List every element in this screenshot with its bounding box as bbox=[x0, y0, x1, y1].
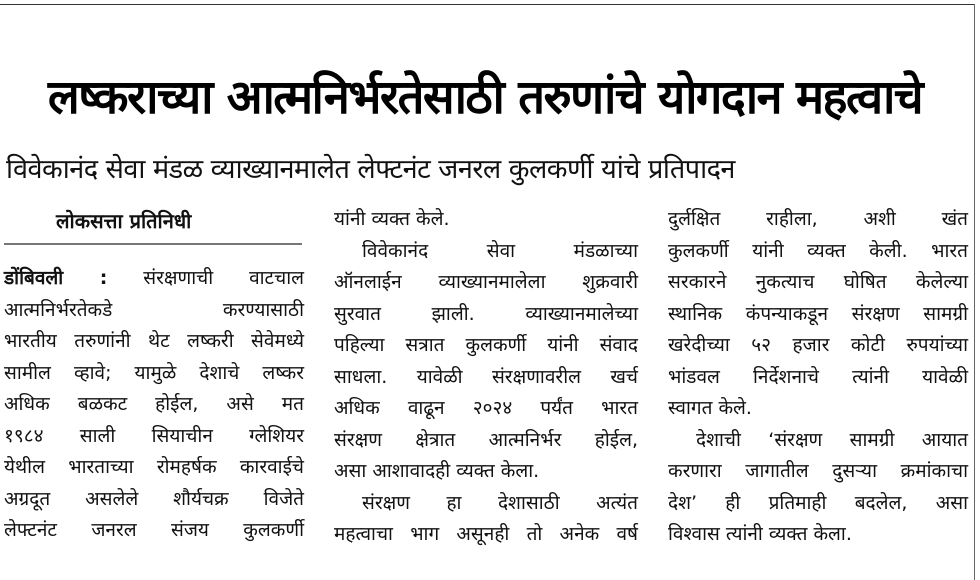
body-line: आत्मनिर्भरतेकडे करण्यासाठी bbox=[4, 298, 304, 321]
body-line: कुलकर्णी यांनी व्यक्त केली. भारत bbox=[668, 239, 968, 262]
body-line: १९८४ साली सियाचीन ग्लेशियर bbox=[4, 424, 304, 447]
byline-divider bbox=[4, 243, 302, 245]
body-line: संरक्षण हा देशासाठी अत्यंत bbox=[362, 491, 638, 514]
body-line: साधला. यावेळी संरक्षणावरील खर्च bbox=[334, 365, 638, 388]
body-line: पहिल्या सत्रात कुलकर्णी यांनी संवाद bbox=[334, 334, 638, 356]
body-line: करणारा जागातील दुसऱ्या क्रमांकाचा bbox=[668, 460, 968, 482]
body-line: भांडवल निर्देशनाचे त्यांनी यावेळी bbox=[668, 365, 968, 388]
top-border-rule bbox=[0, 4, 975, 5]
body-line: येथील भारताच्या रोमहर्षक कारवाईचे bbox=[4, 456, 304, 478]
body-line: सुरवात झाली. व्याख्यानमालेच्या bbox=[334, 302, 638, 325]
body-line: संरक्षण क्षेत्रात आत्मनिर्भर होईल, bbox=[334, 428, 638, 451]
body-line: ऑनलाईन व्याख्यानमालेला शुक्रवारी bbox=[334, 271, 638, 293]
byline: लोकसत्ता प्रतिनिधी bbox=[56, 209, 192, 233]
body-line: देश’ ही प्रतिमाही बदलेल, असा bbox=[668, 491, 968, 514]
body-line: दुर्लक्षित राहीला, अशी खंत bbox=[668, 208, 968, 230]
body-line: भारतीय तरुणांनी थेट लष्करी सेवेमध्ये bbox=[4, 330, 304, 352]
body-line: विश्वास त्यांनी व्यक्त केला. bbox=[668, 523, 852, 545]
body-line: यांनी व्यक्त केले. bbox=[334, 208, 450, 230]
body-line: सामील व्हावे; यामुळे देशाचे लष्कर bbox=[4, 361, 304, 384]
body-line: अधिक बळकट होईल, असे मत bbox=[4, 393, 304, 415]
right-border-rule bbox=[974, 4, 975, 580]
body-line: महत्वाचा भाग असूनही तो अनेक वर्ष bbox=[334, 523, 638, 545]
article-column-1 bbox=[4, 204, 304, 547]
body-line: अग्रदूत असलेले शौर्यचक्र विजेते bbox=[4, 487, 304, 510]
body-line: देशाची ‘संरक्षण सामग्री आयात bbox=[696, 428, 968, 451]
dateline: डोंबिवली : bbox=[4, 267, 108, 289]
body-line: खरेदीच्या ५२ हजार कोटी रुपयांच्या bbox=[668, 334, 968, 356]
article-column-3 bbox=[668, 204, 968, 551]
body-line: लेफ्टनंट जनरल संजय कुलकर्णी bbox=[4, 519, 304, 541]
body-line: विवेकानंद सेवा मंडळाच्या bbox=[362, 239, 638, 262]
body-line: डोंबिवली : संरक्षणाची वाटचाल bbox=[4, 267, 304, 289]
body-line: सरकारने नुकत्याच घोषित केलेल्या bbox=[668, 271, 968, 293]
body-line: अधिक वाढून २०२४ पर्यंत भारत bbox=[334, 397, 638, 419]
headline: लष्कराच्या आत्मनिर्भरतेसाठी तरुणांचे योगदान महत्वाचे bbox=[47, 70, 923, 125]
subheadline: विवेकानंद सेवा मंडळ व्याख्यानमालेत लेफ्टनंट जनरल कुलकर्णी यांचे प्रतिपादन bbox=[6, 154, 735, 185]
body-line: स्वागत केले. bbox=[668, 397, 752, 419]
article-column-2 bbox=[334, 204, 638, 551]
body-line: असा आशावादही व्यक्त केला. bbox=[334, 460, 540, 482]
body-line: स्थानिक कंपन्याकडून संरक्षण सामग्री bbox=[668, 302, 968, 325]
